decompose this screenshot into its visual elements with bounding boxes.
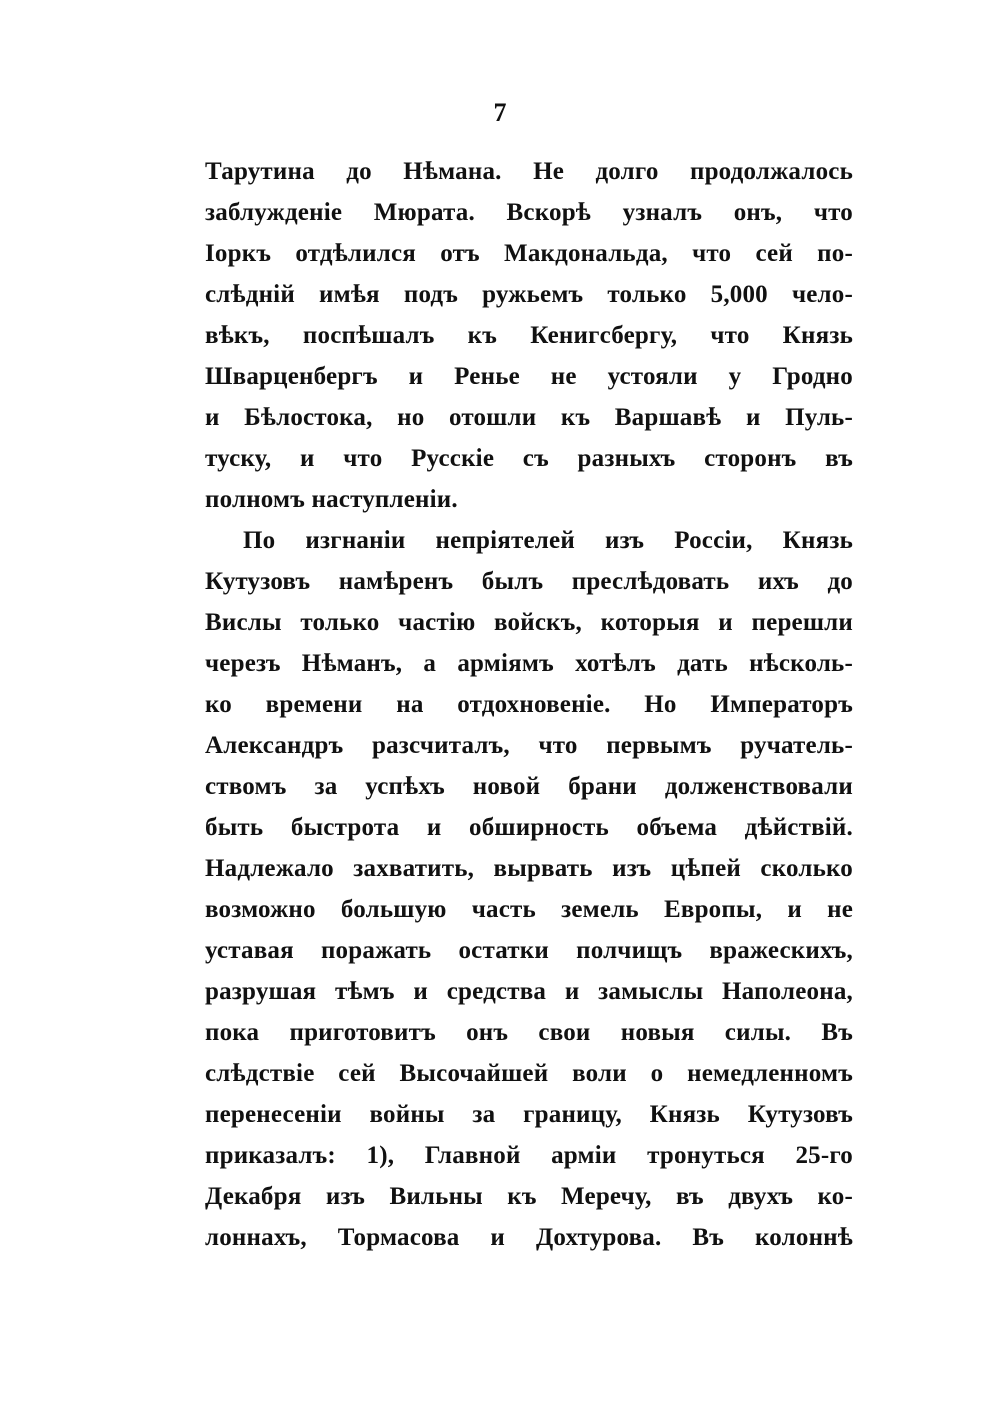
text-line: Шварценбергъ и Ренье не устояли у Гродно (205, 363, 853, 390)
text-line: Кутузовъ намѣренъ былъ преслѣдовать ихъ до (205, 568, 853, 595)
text-line: черезъ Нѣманъ, а арміямъ хотѣлъ дать нѣсколь- (205, 650, 853, 677)
text-line: Тарутина до Нѣмана. Не долго продолжалось (205, 158, 853, 185)
body-text (205, 151, 853, 1258)
text-line: полномъ наступленіи. (205, 486, 458, 513)
text-line: Вислы только частію войскъ, которыя и перешли (205, 609, 853, 636)
text-line: Декабря изъ Вильны къ Меречу, въ двухъ ко- (205, 1183, 853, 1210)
text-line: слѣдствіе сей Высочайшей воли о немедленномъ (205, 1060, 853, 1087)
text-line: приказалъ: 1), Главной арміи тронуться 25-го (205, 1142, 853, 1169)
text-line: пока приготовитъ онъ свои новыя силы. Въ (205, 1019, 853, 1046)
text-line: перенесеніи войны за границу, Князь Кутузовъ (205, 1101, 853, 1128)
text-line: и Бѣлостока, но отошли къ Варшавѣ и Пуль- (205, 404, 853, 431)
text-line: разрушая тѣмъ и средства и замыслы Наполеона, (205, 978, 853, 1005)
text-line: быть быстрота и обширность объема дѣйствій. (205, 814, 853, 841)
text-line: заблужденіе Мюрата. Вскорѣ узналъ онъ, что (205, 199, 853, 226)
text-line: возможно большую часть земель Европы, и не (205, 896, 853, 923)
paragraph-1 (205, 151, 853, 520)
text-line: Александръ разсчиталъ, что первымъ ручатель- (205, 732, 853, 759)
text-line: туску, и что Русскіе съ разныхъ сторонъ въ (205, 445, 853, 472)
text-line: ко времени на отдохновеніе. Но Императоръ (205, 691, 853, 718)
text-line: лоннахъ, Тормасова и Дохтурова. Въ колоннѣ (205, 1224, 853, 1251)
text-line: уставая поражать остатки полчищъ вражескихъ, (205, 937, 853, 964)
text-line: слѣдній имѣя подъ ружьемъ только 5,000 чело- (205, 281, 853, 308)
text-line: Іоркъ отдѣлился отъ Макдональда, что сей по- (205, 240, 853, 267)
text-line: По изгнаніи непріятелей изъ Россіи, Князь (243, 527, 853, 554)
page-number: 7 (493, 98, 507, 127)
text-line: Надлежало захватить, вырвать изъ цѣпей сколько (205, 855, 853, 882)
paragraph-2 (205, 520, 853, 1258)
text-line: ствомъ за успѣхъ новой брани долженствовали (205, 773, 853, 800)
text-line: вѣкъ, поспѣшалъ къ Кенигсбергу, что Князь (205, 322, 853, 349)
